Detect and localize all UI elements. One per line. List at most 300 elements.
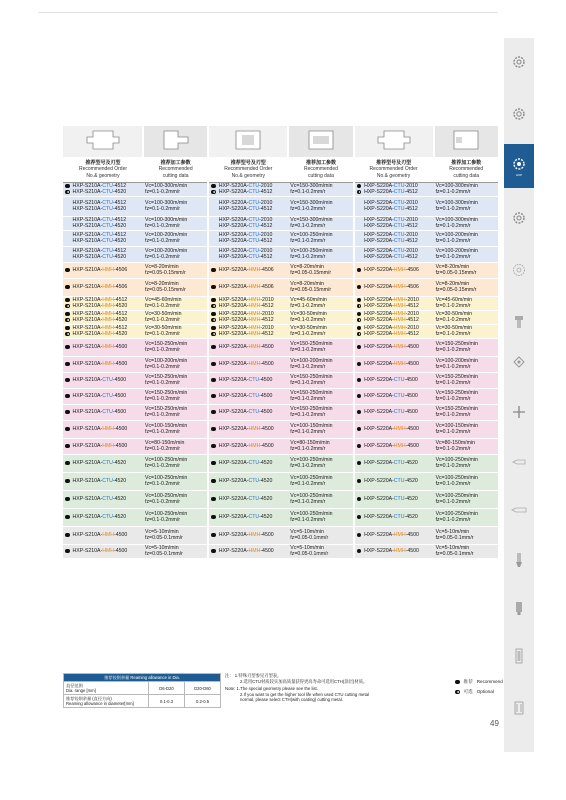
order-number-cell bbox=[63, 296, 143, 310]
order-suffix: -4520 bbox=[404, 495, 418, 502]
chuck-icon bbox=[511, 600, 527, 616]
order-prefix: HXP-S220A- bbox=[218, 247, 249, 254]
order-number-line bbox=[211, 460, 286, 466]
sidebar-caption: HXP bbox=[515, 172, 523, 177]
order-suffix: -4500 bbox=[114, 343, 128, 350]
table-row bbox=[63, 296, 499, 310]
grade-code: CTU bbox=[102, 199, 113, 206]
order-suffix: -2010 bbox=[404, 199, 418, 206]
sidebar-tab-hxp[interactable] bbox=[504, 144, 534, 188]
cutting-speed: Vc=5-10m/min bbox=[145, 544, 179, 551]
cutting-data-cell bbox=[143, 246, 208, 262]
order-suffix: -2010 bbox=[259, 199, 273, 206]
feed-rate: fz=0.1-0.2mm/r bbox=[290, 189, 326, 195]
sidebar-tab-8[interactable] bbox=[504, 390, 534, 434]
order-number-cell bbox=[63, 182, 143, 196]
order-number-line bbox=[65, 331, 141, 337]
feed-rate: fz=0.1-0.2mm/r bbox=[145, 429, 181, 435]
order-number-cell bbox=[63, 490, 143, 508]
note-cn-2: 2.选用CTU材质较实加高质量获得更高寿命可选用CTH(涂层)材质。 bbox=[240, 678, 368, 684]
order-prefix: HXP-S220A- bbox=[218, 254, 249, 260]
order-prefix: HXP-S210A- bbox=[72, 189, 103, 195]
grade-code: CTU bbox=[102, 206, 113, 212]
order-number-cell bbox=[63, 230, 143, 246]
table-header-row bbox=[63, 157, 499, 182]
table-body bbox=[63, 182, 499, 558]
grade-code: CTU bbox=[102, 231, 113, 238]
order-prefix: HXP-S220A- bbox=[218, 189, 249, 195]
grade-code: CTU bbox=[393, 254, 405, 260]
cutting-data-cell bbox=[288, 246, 353, 262]
order-number bbox=[219, 443, 274, 449]
recommend-dot-icon bbox=[357, 326, 362, 331]
table-row bbox=[63, 262, 499, 278]
grade-code: CTU bbox=[102, 477, 113, 484]
order-suffix: -4512 bbox=[259, 238, 273, 244]
order-number-cell bbox=[63, 404, 143, 420]
cutting-data-cell bbox=[143, 356, 208, 372]
order-prefix: HXP-S220A- bbox=[364, 238, 394, 244]
cutting-speed: Vc=80-150m/min bbox=[435, 439, 475, 446]
header-title-en: cutting data bbox=[308, 172, 334, 179]
cutting-speed: Vc=45-60m/min bbox=[145, 296, 182, 303]
order-suffix: -4500 bbox=[405, 547, 419, 554]
order-number-cell bbox=[354, 356, 434, 372]
order-suffix: -4506 bbox=[405, 266, 419, 273]
cutting-data-cell bbox=[288, 544, 353, 558]
bore-diagram-slot bbox=[143, 126, 208, 157]
order-suffix: -2010 bbox=[405, 324, 419, 331]
order-prefix: HXP-S220A- bbox=[364, 317, 394, 323]
feed-rate: fz=0.1-0.2mm/r bbox=[435, 517, 471, 523]
gear-icon bbox=[511, 54, 527, 70]
grade-code: HMH bbox=[102, 296, 115, 303]
feed-rate: fz=0.1-0.2mm/r bbox=[435, 446, 471, 452]
order-number-cell bbox=[208, 490, 288, 508]
feed-rate: fz=0.1-0.2mm/r bbox=[145, 446, 181, 452]
table-row bbox=[63, 216, 499, 230]
order-number bbox=[364, 206, 418, 212]
order-suffix: -2010 bbox=[260, 296, 274, 303]
order-suffix: -4520 bbox=[404, 513, 418, 520]
order-prefix: HXP-S220A- bbox=[364, 199, 394, 206]
grade-code: HMH bbox=[393, 360, 406, 367]
order-suffix: -4512 bbox=[112, 247, 127, 254]
order-number-line bbox=[357, 344, 432, 350]
order-number-cell bbox=[354, 196, 434, 216]
order-number-cell bbox=[208, 438, 288, 454]
cutting-speed: Vc=30-50m/min bbox=[290, 310, 327, 317]
recommend-dot-icon bbox=[455, 680, 460, 685]
feed-rate: fz=0.1-0.2mm/r bbox=[290, 317, 326, 323]
cutting-speed: Vc=100-250m/min bbox=[290, 474, 333, 481]
order-number-line bbox=[211, 317, 286, 323]
cutting-speed: Vc=150-250m/min bbox=[145, 340, 188, 347]
grade-code: CTU bbox=[102, 513, 113, 520]
sidebar-tab-13[interactable] bbox=[504, 634, 534, 678]
cutting-speed: Vc=100-200m/min bbox=[435, 357, 478, 364]
header-title-cn: 推荐加工参数 bbox=[305, 160, 336, 167]
order-number-cell bbox=[208, 230, 288, 246]
cutting-data-cell bbox=[434, 262, 499, 278]
order-number bbox=[73, 514, 127, 520]
recommend-dot-icon bbox=[211, 268, 216, 273]
grade-code: CTU bbox=[102, 182, 113, 189]
order-prefix: HXP-S220A- bbox=[364, 495, 394, 502]
order-suffix: -4512 bbox=[259, 206, 273, 212]
sidebar-tab-1[interactable] bbox=[504, 40, 534, 84]
cutting-data-cell bbox=[143, 420, 208, 438]
header-title-en: cutting data bbox=[162, 172, 189, 179]
table-row bbox=[63, 404, 499, 420]
feed-rate: fz=0.1-0.2mm/r bbox=[145, 517, 181, 523]
sidebar-tab-2[interactable] bbox=[504, 92, 534, 136]
sidebar-tab-10[interactable] bbox=[504, 488, 534, 532]
order-prefix: HXP-S220A- bbox=[218, 266, 249, 273]
order-number bbox=[364, 532, 419, 538]
grade-code: CTU bbox=[248, 182, 260, 189]
table-row bbox=[63, 490, 499, 508]
grade-code: HMH bbox=[102, 331, 115, 337]
grade-code: CTU bbox=[393, 247, 405, 254]
cutting-data-cell bbox=[434, 472, 499, 490]
grade-code: CTU bbox=[248, 189, 260, 195]
order-number bbox=[364, 331, 419, 337]
order-number-line bbox=[357, 409, 432, 415]
allowance-label-en: Reaming allowance in diameter[mm] bbox=[66, 701, 134, 706]
order-prefix: HXP-S210A- bbox=[72, 266, 103, 273]
order-suffix: -4520 bbox=[112, 206, 127, 212]
order-number-line bbox=[65, 189, 141, 195]
cutting-data-cell bbox=[143, 278, 208, 296]
order-prefix: HXP-S220A- bbox=[218, 296, 249, 303]
table-row bbox=[63, 388, 499, 404]
order-prefix: HXP-S220A- bbox=[364, 477, 394, 484]
order-prefix: HXP-S220A- bbox=[364, 531, 394, 538]
cutting-data-cell bbox=[143, 338, 208, 356]
header-title-cn: 推荐型号及刃型 bbox=[230, 160, 266, 167]
order-number bbox=[73, 189, 127, 195]
grade-code: CTU bbox=[393, 189, 405, 195]
order-number-cell bbox=[208, 454, 288, 472]
recommend-dot-icon bbox=[211, 444, 216, 449]
order-number bbox=[219, 496, 273, 502]
order-number bbox=[73, 460, 127, 466]
order-prefix: HXP-S220A- bbox=[218, 206, 249, 212]
sidebar-tab-5[interactable] bbox=[504, 248, 534, 292]
grade-code: CTU bbox=[393, 495, 405, 502]
order-number-line bbox=[65, 548, 141, 554]
order-number-line bbox=[65, 254, 141, 260]
grade-code: CTU bbox=[393, 408, 405, 415]
grade-code: HMH bbox=[393, 547, 406, 554]
cutting-speed: Vc=100-300m/min bbox=[435, 216, 478, 223]
feed-rate: fz=0.1-0.2mm/r bbox=[435, 380, 471, 386]
cutter-icon bbox=[511, 354, 527, 370]
order-prefix: HXP-S210A- bbox=[72, 459, 103, 466]
allowance-v1: 0.1-0.3 bbox=[149, 695, 185, 708]
feed-rate: fz=0.1-0.2mm/r bbox=[290, 412, 326, 418]
footnotes bbox=[225, 673, 369, 703]
order-suffix: -2010 bbox=[259, 182, 273, 189]
recommend-dot-icon bbox=[357, 479, 362, 484]
order-prefix: HXP-S210A- bbox=[72, 283, 103, 290]
feed-rate: fz=0.1-0.2mm/r bbox=[290, 223, 326, 229]
optional-half-dot-icon bbox=[357, 304, 362, 309]
recommend-dot-icon bbox=[211, 285, 216, 290]
cutting-speed: Vc=100-150m/min bbox=[290, 422, 333, 429]
bore-diagram-through bbox=[63, 126, 143, 157]
order-suffix: -4512 bbox=[259, 254, 273, 260]
order-prefix: HXP-S220A- bbox=[218, 303, 249, 309]
order-number bbox=[73, 284, 128, 290]
cutting-speed: Vc=100-300m/min bbox=[145, 216, 188, 223]
order-number bbox=[219, 303, 274, 309]
grade-code: HMH bbox=[248, 425, 261, 432]
grade-code: CTU bbox=[248, 495, 260, 502]
grade-code: HMH bbox=[393, 331, 406, 337]
sidebar-tab-6[interactable] bbox=[504, 300, 534, 344]
grade-code: HMH bbox=[248, 266, 261, 273]
header-title-en: Recommended Order bbox=[224, 166, 273, 173]
sidebar-tab-11[interactable] bbox=[504, 538, 534, 582]
order-number-line bbox=[65, 361, 141, 367]
order-prefix: HXP-S220A- bbox=[364, 360, 394, 367]
legend-optional bbox=[455, 687, 503, 697]
sidebar-tab-7[interactable] bbox=[504, 340, 534, 384]
feed-rate: fz=0.1-0.2mm/r bbox=[145, 189, 181, 195]
order-number bbox=[73, 377, 127, 383]
order-suffix: -4500 bbox=[260, 547, 274, 554]
order-suffix: -4512 bbox=[260, 317, 274, 323]
order-number-cell bbox=[354, 490, 434, 508]
order-prefix: HXP-S220A- bbox=[364, 459, 394, 466]
order-number-cell bbox=[354, 310, 434, 324]
order-number-line bbox=[65, 393, 141, 399]
cutting-speed: Vc=100-250m/min bbox=[290, 492, 333, 499]
cutting-data-cell bbox=[434, 356, 499, 372]
note-en-label: Note: bbox=[225, 686, 236, 692]
order-suffix: -4520 bbox=[404, 459, 418, 466]
order-prefix: HXP-S210A- bbox=[72, 425, 103, 432]
grade-code: CTU bbox=[102, 459, 113, 466]
order-number bbox=[364, 393, 418, 399]
order-number-line bbox=[357, 496, 432, 502]
order-number-line bbox=[357, 478, 432, 484]
grade-code: HMH bbox=[248, 296, 261, 303]
cutting-data-cell bbox=[143, 230, 208, 246]
feed-rate: fz=0.1-0.2mm/r bbox=[145, 238, 181, 244]
feed-rate: fz=0.05-0.15mm/r bbox=[290, 287, 332, 293]
grade-code: CTU bbox=[393, 223, 405, 229]
order-suffix: -4506 bbox=[114, 266, 128, 273]
order-number-line bbox=[211, 331, 286, 337]
order-number-line bbox=[65, 344, 141, 350]
cutting-data-cell bbox=[434, 420, 499, 438]
grade-code: HMH bbox=[248, 547, 261, 554]
grade-code: HMH bbox=[393, 324, 406, 331]
feed-rate: fz=0.05-0.15mm/r bbox=[435, 287, 477, 293]
feed-rate: fz=0.1-0.2mm/r bbox=[435, 396, 471, 402]
recommend-dot-icon bbox=[357, 427, 362, 432]
bore-diagram-step bbox=[288, 126, 353, 157]
order-number-cell bbox=[354, 508, 434, 526]
order-number-line bbox=[357, 377, 432, 383]
order-suffix: -2010 bbox=[259, 216, 273, 223]
cutting-data-cell bbox=[143, 508, 208, 526]
order-prefix: HXP-S210A- bbox=[72, 216, 103, 223]
grade-code: CTU bbox=[393, 513, 405, 520]
order-number bbox=[364, 238, 418, 244]
order-number-line bbox=[65, 303, 141, 309]
grade-code: HMH bbox=[393, 425, 406, 432]
cutting-speed: Vc=5-10m/min bbox=[435, 544, 470, 551]
order-number bbox=[219, 317, 274, 323]
page-number: 49 bbox=[490, 719, 499, 728]
order-prefix: HXP-S210A- bbox=[72, 317, 103, 323]
order-suffix: -4512 bbox=[112, 182, 127, 189]
order-number bbox=[219, 478, 273, 484]
grade-code: HMH bbox=[393, 296, 406, 303]
order-suffix: -4500 bbox=[260, 425, 274, 432]
cutting-speed: Vc=30-50m/min bbox=[435, 324, 473, 331]
cutting-data-cell bbox=[143, 262, 208, 278]
dia-range-label bbox=[64, 682, 149, 695]
order-prefix: HXP-S220A- bbox=[218, 324, 249, 331]
order-suffix: -4500 bbox=[260, 360, 274, 367]
order-suffix: -4500 bbox=[114, 360, 128, 367]
order-number-line bbox=[357, 331, 432, 337]
table-row bbox=[63, 230, 499, 246]
order-prefix: HXP-S220A- bbox=[218, 513, 249, 520]
sidebar-tab-12[interactable] bbox=[504, 586, 534, 630]
grade-code: HMH bbox=[248, 360, 261, 367]
order-number bbox=[73, 267, 128, 273]
order-prefix: HXP-S210A- bbox=[72, 442, 103, 449]
table-row bbox=[63, 526, 499, 544]
cutting-data-cell bbox=[288, 404, 353, 420]
feed-rate: fz=0.1-0.2mm/r bbox=[145, 380, 181, 386]
order-number bbox=[73, 317, 128, 323]
order-number-cell bbox=[208, 196, 288, 216]
recommend-dot-icon bbox=[211, 497, 216, 502]
order-number bbox=[73, 478, 127, 484]
allowance-title: 推荐铰削余量 Reaming allowance in Dia. bbox=[64, 674, 221, 682]
order-number-line bbox=[357, 361, 432, 367]
recommend-dot-icon bbox=[65, 410, 70, 415]
order-suffix: -4512 bbox=[260, 303, 274, 309]
cutting-data-cell bbox=[434, 490, 499, 508]
recommend-dot-icon bbox=[357, 533, 362, 538]
grade-code: HMH bbox=[102, 266, 115, 273]
cutting-speed: Vc=100-300m/min bbox=[145, 199, 188, 206]
order-number-line bbox=[211, 478, 286, 484]
cutting-speed: Vc=8-20m/min bbox=[435, 280, 470, 287]
cutting-speed: Vc=100-250m/min bbox=[290, 456, 333, 463]
order-number-line bbox=[357, 238, 432, 244]
header-title-cn: 推荐型号及刃型 bbox=[85, 160, 121, 167]
order-prefix: HXP-S220A- bbox=[218, 376, 249, 383]
order-prefix: HXP-S220A- bbox=[364, 266, 394, 273]
order-prefix: HXP-S210A- bbox=[72, 254, 103, 260]
table-row bbox=[63, 438, 499, 454]
order-prefix: HXP-S210A- bbox=[72, 303, 103, 309]
cutting-data-cell bbox=[143, 196, 208, 216]
cutting-speed: Vc=150-250m/min bbox=[435, 405, 478, 412]
cutting-speed: Vc=150-250m/min bbox=[145, 405, 188, 412]
order-number-cell bbox=[63, 438, 143, 454]
optional-half-dot-icon bbox=[211, 332, 216, 337]
recommend-dot-icon bbox=[357, 378, 362, 383]
header-cell bbox=[354, 157, 434, 182]
header-title-en: Recommended Order bbox=[78, 166, 128, 173]
header-cell bbox=[434, 157, 499, 182]
feed-rate: fz=0.1-0.2mm/r bbox=[145, 463, 181, 469]
cutting-data-cell bbox=[288, 182, 353, 196]
order-suffix: -4500 bbox=[405, 531, 419, 538]
order-suffix: -4520 bbox=[112, 223, 127, 229]
order-number-cell bbox=[63, 310, 143, 324]
order-number-cell bbox=[354, 182, 434, 196]
cutting-data-cell bbox=[143, 372, 208, 388]
feed-rate: fz=0.1-0.2mm/r bbox=[435, 481, 471, 487]
cutting-speed: Vc=100-150m/min bbox=[435, 422, 478, 429]
sidebar-tab-9[interactable] bbox=[504, 440, 534, 484]
sidebar-tab-4[interactable] bbox=[504, 196, 534, 240]
order-suffix: -4512 bbox=[404, 238, 418, 244]
reamer-cutting-data-table bbox=[63, 126, 500, 559]
feed-rate: fz=0.1-0.2mm/r bbox=[290, 206, 326, 212]
feed-rate: fz=0.1-0.2mm/r bbox=[435, 499, 471, 505]
cutting-speed: Vc=100-250m/min bbox=[145, 456, 188, 463]
grade-code: CTU bbox=[102, 238, 113, 244]
table-row bbox=[63, 372, 499, 388]
feed-rate: fz=0.1-0.2mm/r bbox=[145, 317, 181, 323]
header-title-en: Recommended bbox=[449, 166, 484, 173]
recommend-dot-icon bbox=[65, 549, 70, 554]
cutting-data-cell bbox=[434, 310, 499, 324]
order-prefix: HXP-S220A- bbox=[218, 238, 249, 244]
order-number-line bbox=[357, 189, 432, 195]
order-number-cell bbox=[354, 404, 434, 420]
cutting-speed: Vc=150-250m/min bbox=[435, 340, 478, 347]
order-suffix: -4512 bbox=[114, 310, 128, 317]
optional-half-dot-icon bbox=[211, 190, 216, 195]
grade-code: CTU bbox=[393, 231, 405, 238]
order-suffix: -4520 bbox=[112, 189, 127, 195]
feed-rate: fz=0.05-0.1mm/r bbox=[290, 535, 329, 541]
order-suffix: -2010 bbox=[405, 296, 419, 303]
order-suffix: -2010 bbox=[404, 182, 418, 189]
order-prefix: HXP-S220A- bbox=[364, 223, 394, 229]
order-number-line bbox=[65, 532, 141, 538]
grade-code: HMH bbox=[102, 360, 115, 367]
grade-code: HMH bbox=[393, 283, 406, 290]
order-suffix: -4520 bbox=[259, 495, 273, 502]
sidebar-tab-14[interactable] bbox=[504, 686, 534, 730]
order-number bbox=[364, 514, 418, 520]
order-number-line bbox=[211, 377, 286, 383]
feed-rate: fz=0.1-0.2mm/r bbox=[290, 254, 326, 260]
order-suffix: -4512 bbox=[112, 216, 127, 223]
cutting-speed: Vc=100-250m/min bbox=[145, 474, 188, 481]
recommend-dot-icon bbox=[65, 378, 70, 383]
shank-icon bbox=[511, 502, 527, 518]
accessory-icon bbox=[511, 700, 527, 716]
order-number bbox=[219, 267, 274, 273]
order-number bbox=[73, 532, 128, 538]
recommend-dot-icon bbox=[357, 298, 362, 303]
